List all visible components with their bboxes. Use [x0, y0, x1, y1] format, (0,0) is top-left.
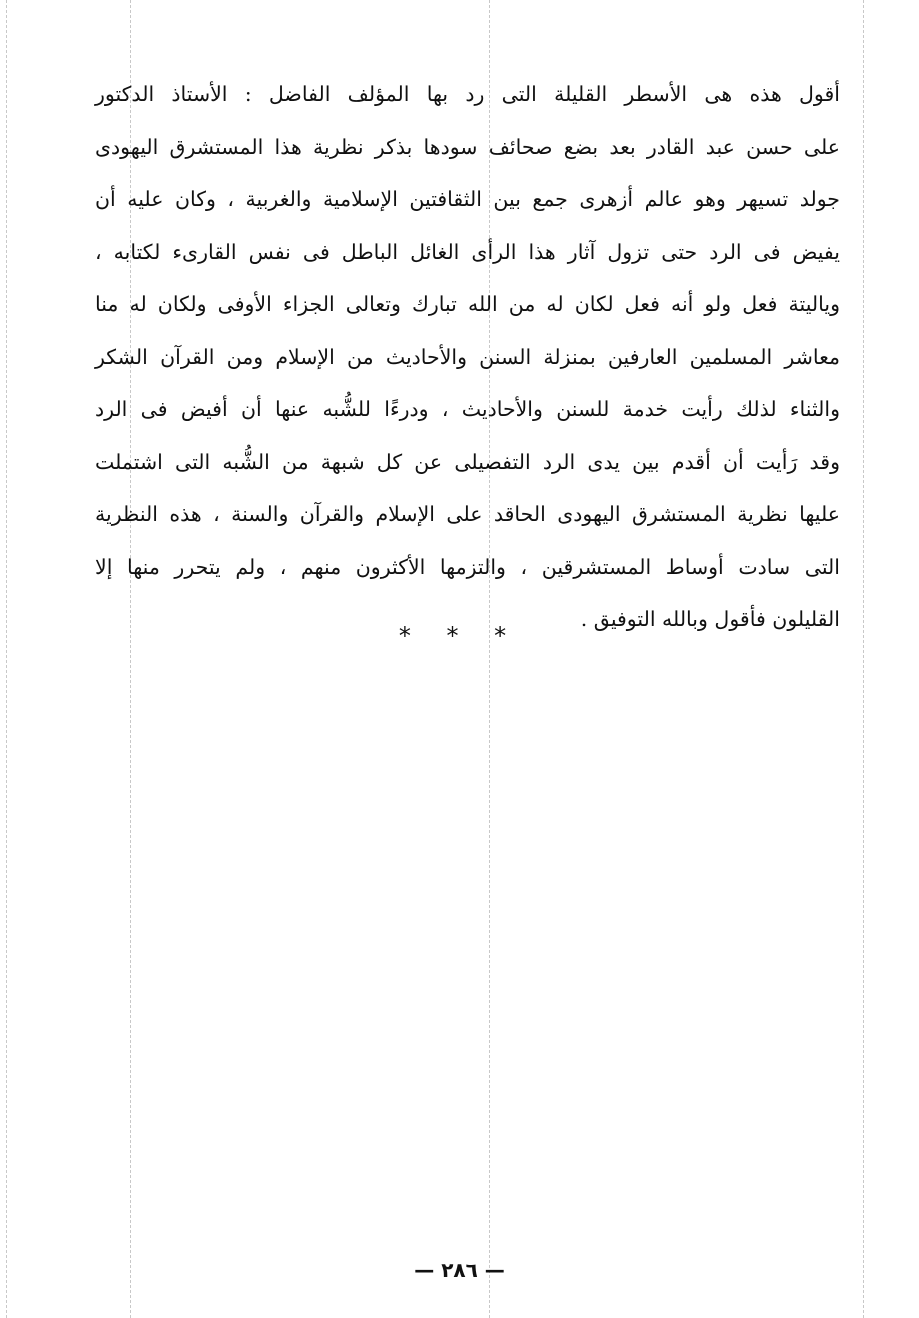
- text-line: يفيض فى الرد حتى تزول آثار هذا الرأى الغائل الباطل فى نفس القارىء لكتابه ،: [95, 239, 840, 264]
- text-line: وياليتة فعل ولو أنه فعل لكان له من الله تبارك وتعالى الجزاء الأوفى ولكان له منا: [95, 292, 840, 316]
- text-line: عليها نظرية المستشرق اليهودى الحاقد على الإسلام والقرآن والسنة ، هذه النظرية: [95, 502, 840, 526]
- section-separator: * * *: [398, 622, 521, 650]
- margin-guide-right: [863, 0, 864, 1318]
- text-line: والثناء لذلك رأيت خدمة للسنن والأحاديث ، ودرءًا للشُّبه عنها أن أفيض فى الرد: [95, 397, 840, 421]
- text-line: معاشر المسلمين العارفين بمنزلة السنن والأحاديث من الإسلام ومن القرآن الشكر: [95, 344, 840, 369]
- text-line-last: القليلون فأقول وبالله التوفيق .: [580, 607, 840, 631]
- text-line: أقول هذه هى الأسطر القليلة التى رد بها المؤلف الفاضل : الأستاذ الدكتور: [95, 82, 840, 106]
- text-line: على حسن عبد القادر بعد بضع صحائف سودها بذكر نظرية هذا المستشرق اليهودى: [95, 134, 840, 159]
- text-line: جولد تسيهر وهو عالم أزهرى جمع بين الثقافتين الإسلامية والغربية ، وكان عليه أن: [95, 187, 840, 211]
- text-line: وقد رَأيت أن أقدم بين يدى الرد التفصيلى عن كل شبهة من الشُّبه التى اشتملت: [95, 449, 840, 474]
- body-paragraph: [95, 68, 840, 646]
- text-line: التى سادت أوساط المستشرقين ، والتزمها الأكثرون منهم ، ولم يتحرر منها إلا: [95, 554, 840, 579]
- margin-guide-left-outer: [6, 0, 7, 1318]
- page-number: — ٢٨٦ —: [414, 1258, 505, 1282]
